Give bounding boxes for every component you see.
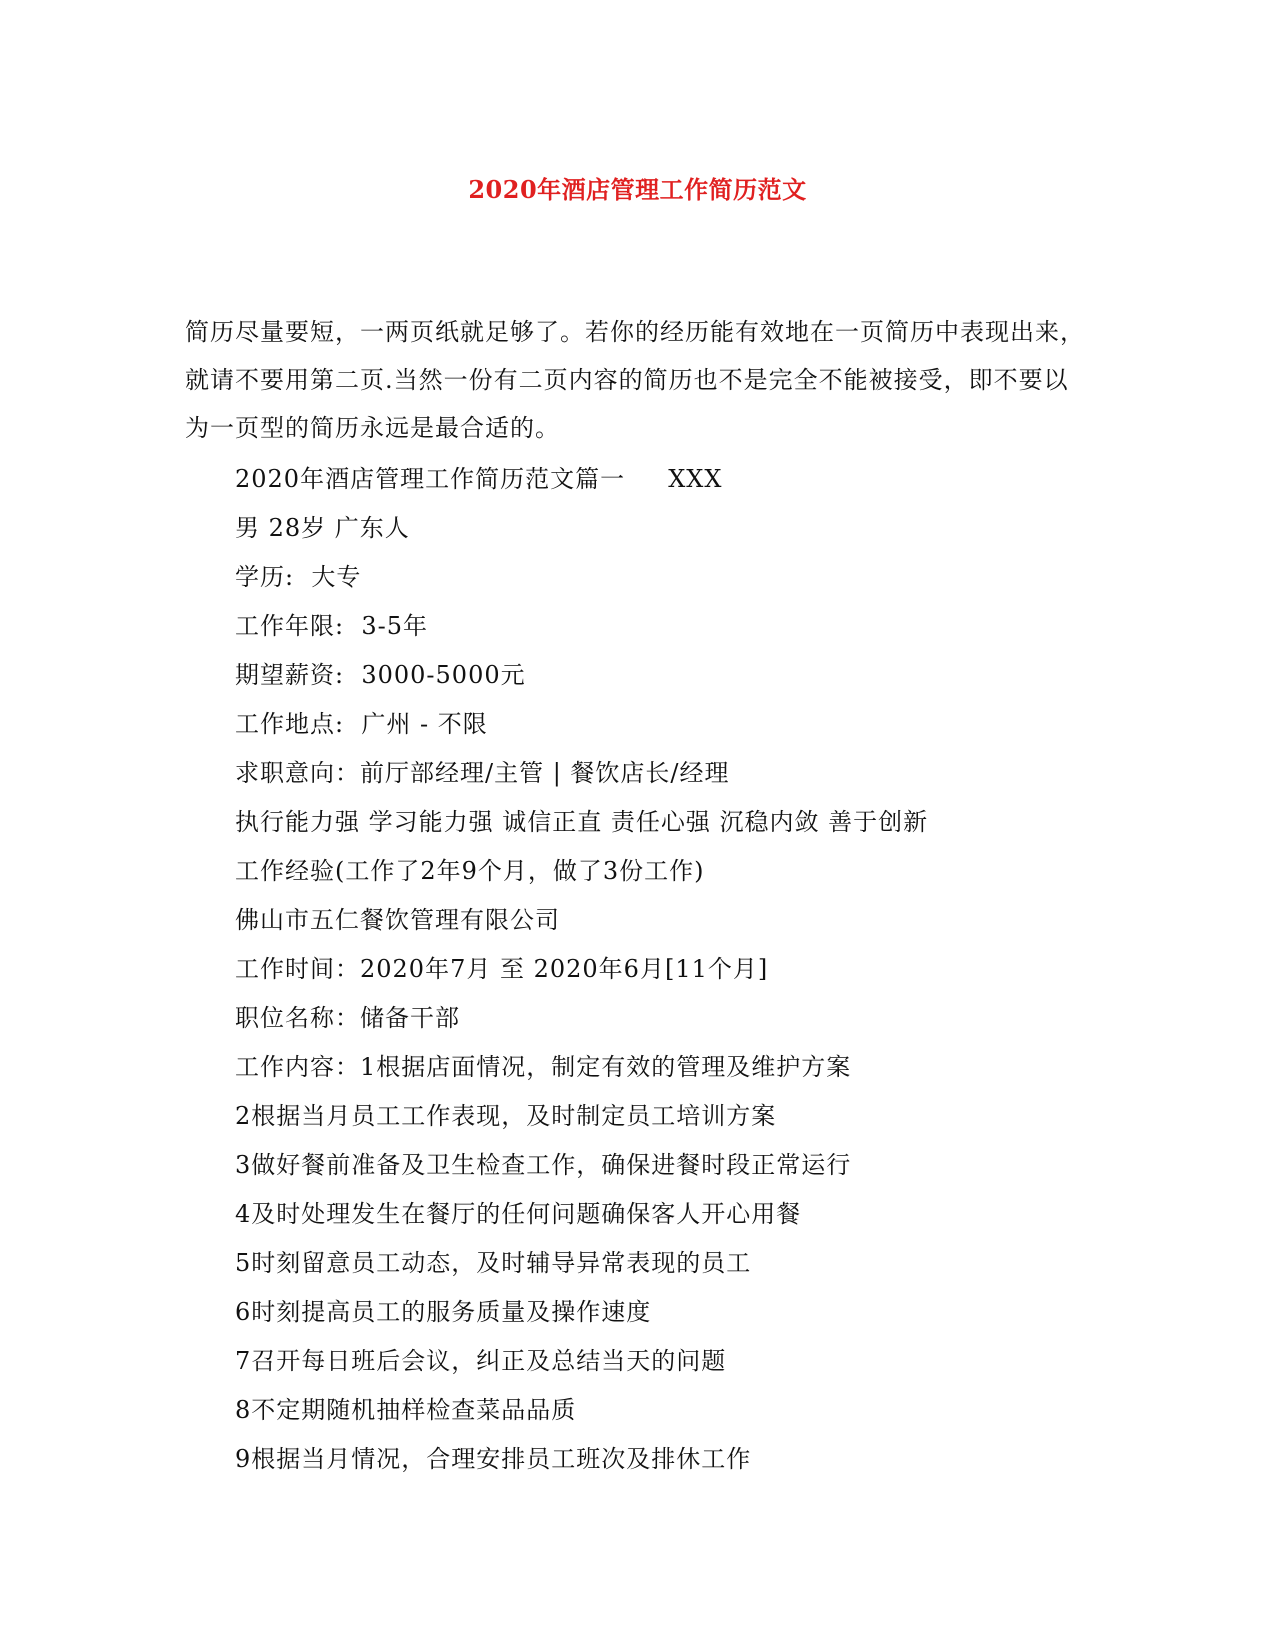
resume-body (235, 455, 1135, 1484)
intro-line: 就请不要用第二页.当然一份有二页内容的简历也不是完全不能被接受，即不要以 (185, 366, 1069, 394)
duty-item: 5时刻留意员工动态，及时辅导异常表现的员工 (235, 1249, 752, 1277)
work-years: 工作年限: 3-5年 (235, 612, 428, 640)
document-title: 2020年酒店管理工作简历范文 (468, 175, 807, 204)
duty-item: 6时刻提高员工的服务质量及操作速度 (235, 1298, 652, 1326)
duty-item: 8不定期随机抽样检查菜品品质 (235, 1396, 577, 1424)
personal-info: 男 28岁 广东人 (235, 514, 410, 542)
duty-item: 4及时处理发生在餐厅的任何问题确保客人开心用餐 (235, 1200, 802, 1228)
education: 学历: 大专 (235, 563, 362, 591)
duty-item: 9根据当月情况，合理安排员工班次及排休工作 (235, 1445, 752, 1473)
company-name: 佛山市五仁餐饮管理有限公司 (235, 906, 560, 934)
work-location: 工作地点: 广州 - 不限 (235, 710, 488, 738)
work-experience-summary: 工作经验(工作了2年9个月，做了3份工作) (235, 857, 705, 885)
duty-item: 2根据当月员工工作表现，及时制定员工培训方案 (235, 1102, 777, 1130)
duty-item: 7召开每日班后会议，纠正及总结当天的问题 (235, 1347, 727, 1375)
work-period: 工作时间：2020年7月 至 2020年6月[11个月] (235, 955, 769, 983)
skills: 执行能力强 学习能力强 诚信正直 责任心强 沉稳内敛 善于创新 (235, 808, 929, 836)
job-intention: 求职意向：前厅部经理/主管 | 餐饮店长/经理 (235, 759, 730, 787)
expected-salary: 期望薪资: 3000-5000元 (235, 661, 526, 689)
duty-item: 3做好餐前准备及卫生检查工作，确保进餐时段正常运行 (235, 1151, 852, 1179)
duty-item: 工作内容：1根据店面情况，制定有效的管理及维护方案 (235, 1053, 852, 1081)
intro-line: 为一页型的简历永远是最合适的。 (185, 414, 560, 442)
intro-line: 简历尽量要短，一两页纸就足够了。若你的经历能有效地在一页简历中表现出来， (185, 318, 1085, 346)
intro-paragraph (185, 308, 1085, 452)
resume-heading: 2020年酒店管理工作简历范文篇一 XXX (235, 465, 723, 493)
position-title: 职位名称：储备干部 (235, 1004, 460, 1032)
